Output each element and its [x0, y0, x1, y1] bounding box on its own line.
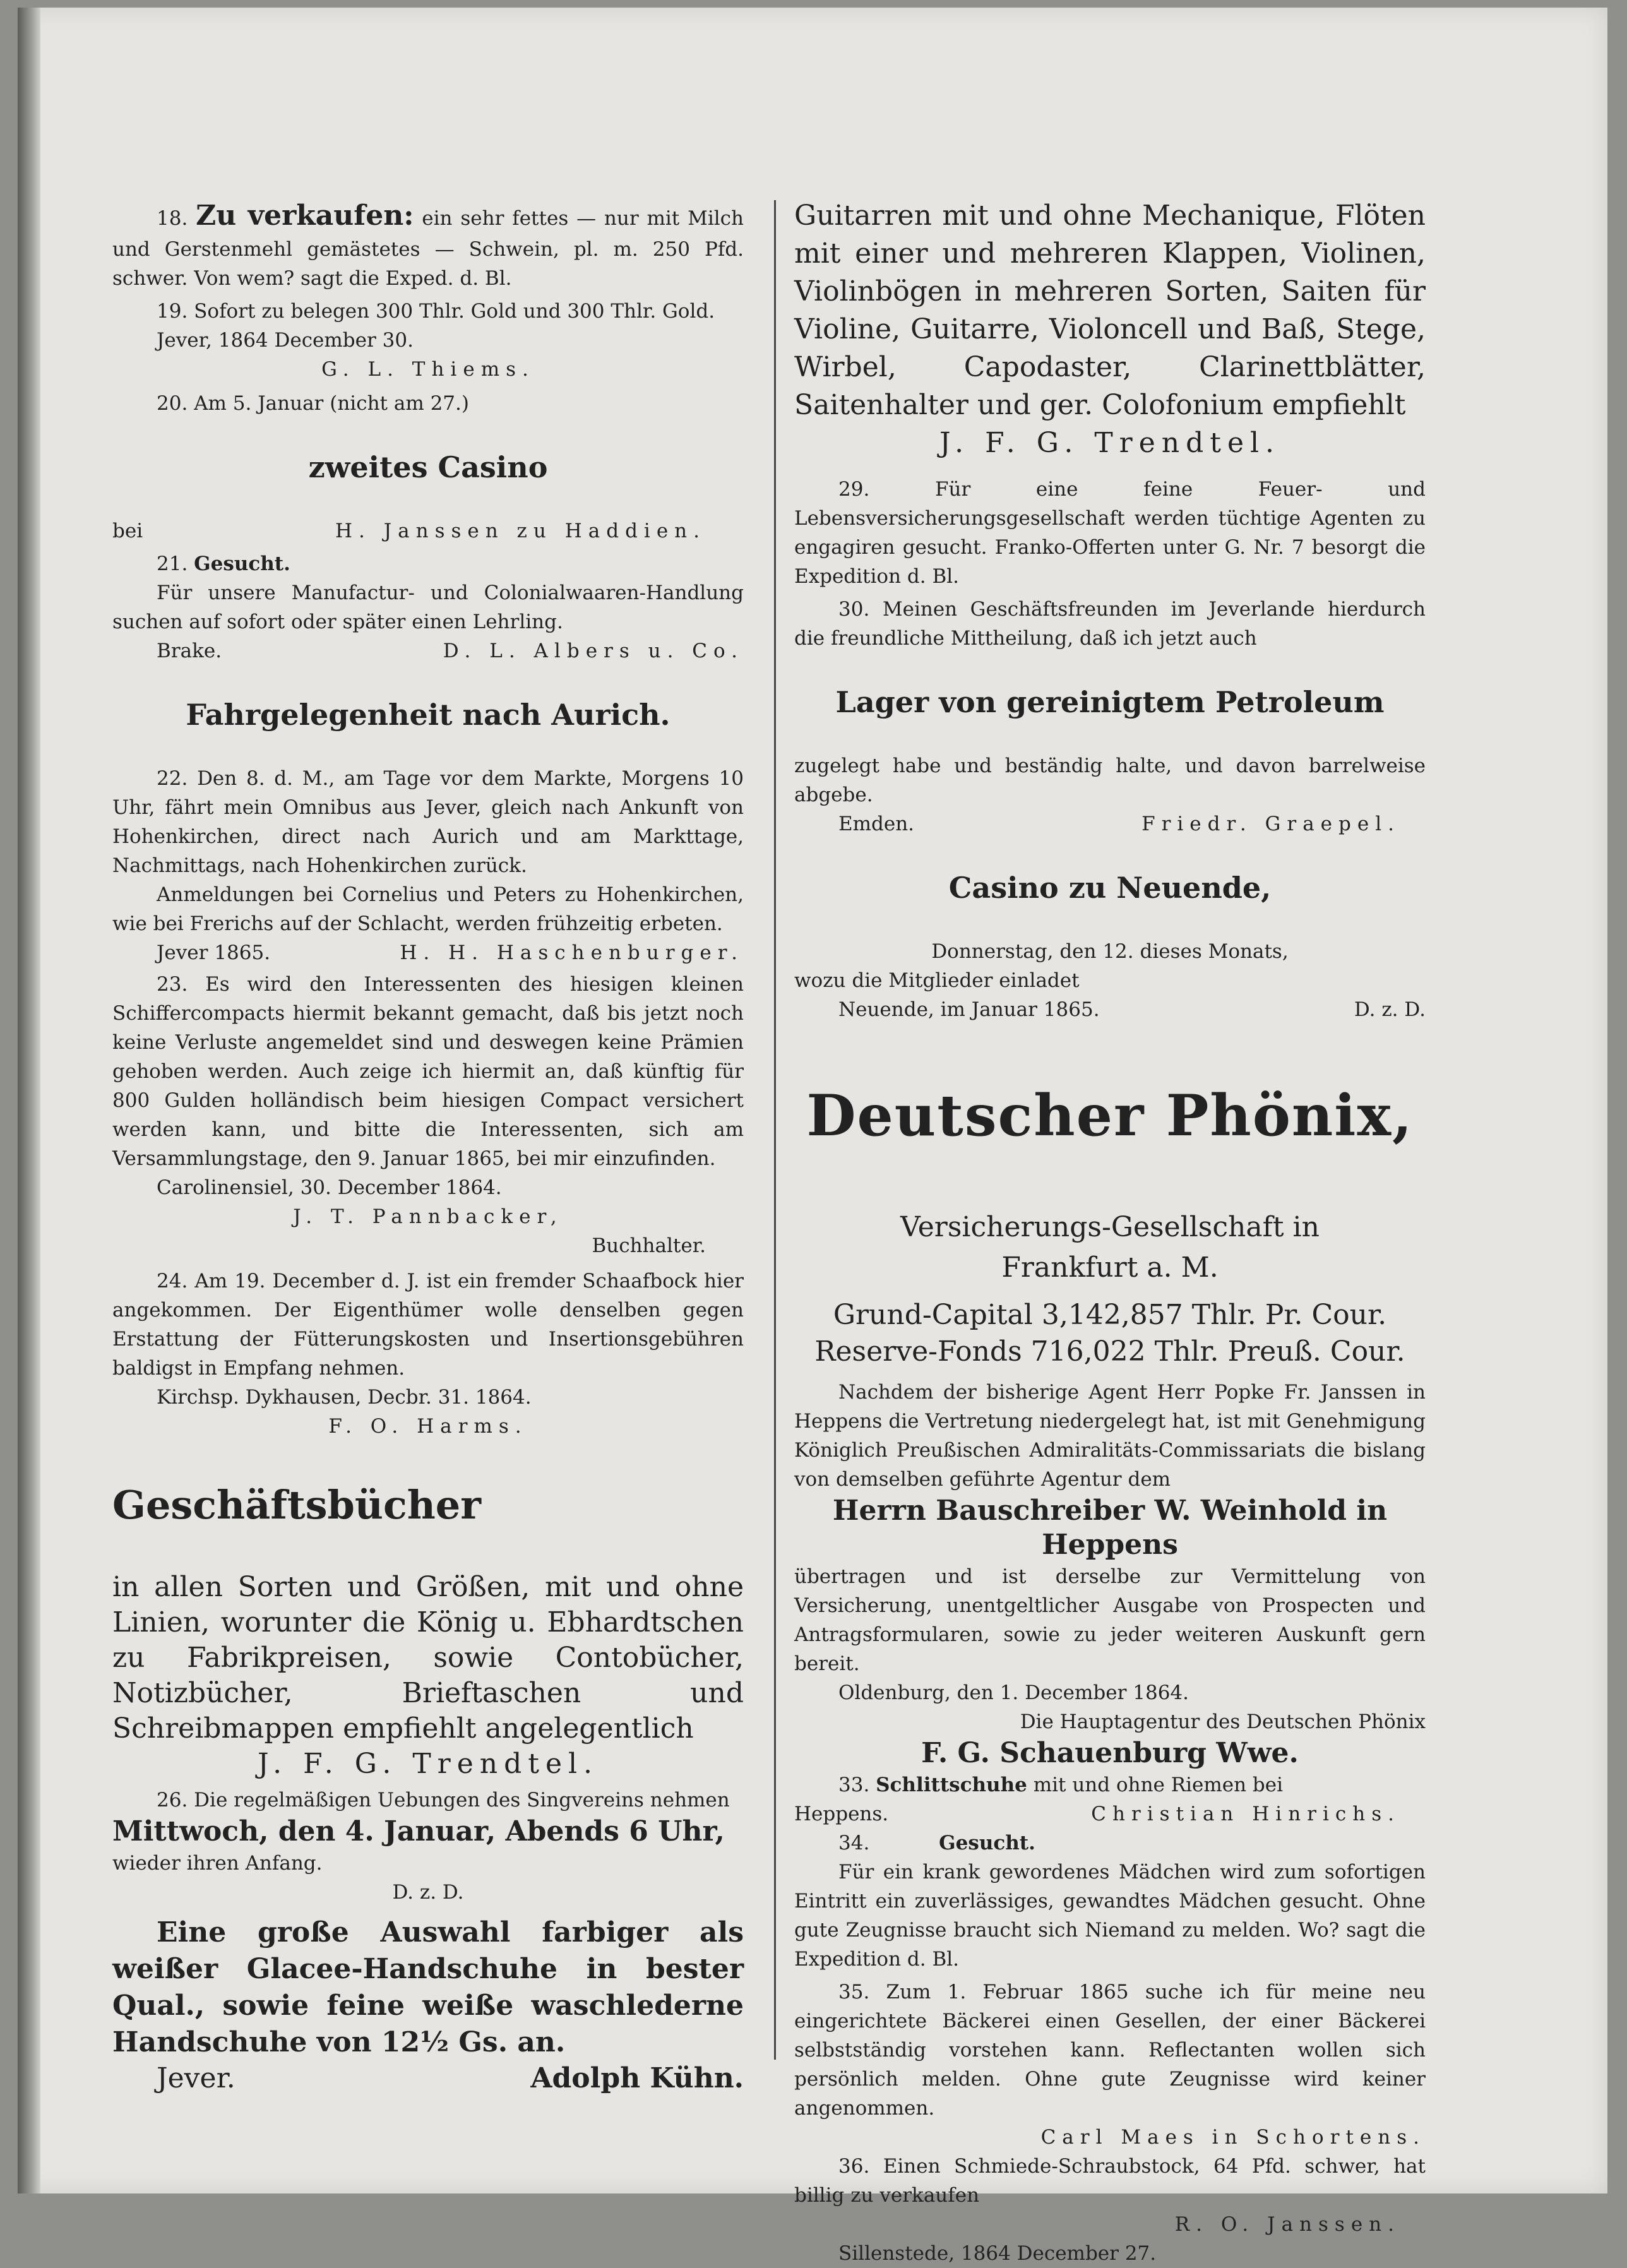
ad-text-2: zugelegt habe und beständig halte, und davon barrelweise abgebe.	[794, 755, 1426, 806]
ad-signature: F. O. Harms.	[328, 1415, 528, 1438]
ad-text-2: wieder ihren Anfang.	[112, 1852, 323, 1875]
column-divider	[774, 200, 776, 2060]
ad-18	[112, 197, 744, 293]
ad-text-2: Anmeldungen bei Cornelius und Peters zu Hohenkirchen, wie bei Frerichs auf der Schlacht, werden frühzeitig erbeten.	[112, 883, 744, 935]
ad-place: Jever 1865.	[157, 941, 271, 964]
ad-text: Am 19. December d. J. ist ein fremder Schaafbock hier angekommen. Der Eigenthümer wolle denselben gegen Erstattung der Fütterungskosten und Insertionsgebühren baldigst in Empfang nehmen.	[112, 1270, 744, 1380]
ad-place: Heppens.	[794, 1803, 889, 1825]
page-binding	[18, 8, 40, 2193]
ad-place: Jever, 1864 December 30.	[157, 329, 414, 352]
ad-26	[112, 1786, 744, 1907]
ad-location: H. Janssen zu Haddien.	[335, 520, 706, 542]
left-column	[112, 197, 744, 2096]
ad-32	[794, 1081, 1426, 1770]
ad-19	[112, 297, 744, 384]
ad-text: Donnerstag, den 12. dieses Monats,	[931, 940, 1289, 963]
ad-text: Die regelmäßigen Uebungen des Singvereins nehmen	[194, 1789, 730, 1811]
ad-25	[112, 1480, 744, 1782]
ad-29	[794, 475, 1426, 591]
ad-heading: Schlittschuhe	[876, 1774, 1027, 1796]
ad-signature: F. G. Schauenburg Wwe.	[921, 1737, 1299, 1769]
ad-number: 24.	[157, 1270, 188, 1292]
ad-place: Oldenburg, den 1. December 1864.	[838, 1681, 1189, 1704]
ad-number: 26.	[157, 1789, 188, 1811]
ad-signature: Carl Maes in Schortens.	[1040, 2126, 1426, 2149]
ad-text-bei: bei	[112, 520, 143, 542]
ad-number: 30.	[838, 598, 870, 621]
ad-signature: J. F. G. Trendtel.	[257, 1748, 599, 1780]
ad-signature: D. z. D.	[1354, 998, 1426, 1021]
ad-text: Den 8. d. M., am Tage vor dem Markte, Morgens 10 Uhr, fährt mein Omnibus aus Jever, gleich nach Ankunft von Hohenkirchen, direct nach Aurich und am Markttage, Nachmittags, nach Hohenkirchen zurück.	[112, 767, 744, 877]
ad-subheading: Versicherungs-Gesellschaft in	[900, 1211, 1320, 1243]
ad-signature: D. L. Albers u. Co.	[443, 640, 744, 662]
ad-heading: Fahrgelegenheit nach Aurich.	[186, 698, 670, 732]
ad-number: 21.	[157, 552, 188, 575]
ad-21	[112, 549, 744, 665]
ad-23	[112, 970, 744, 1260]
ad-heading: zweites Casino	[308, 450, 548, 484]
ad-text: Es wird den Interessenten des hiesigen kleinen Schiffercompacts hiermit bekannt gemacht, daß bis jetzt noch keine Verluste angemeldet sind und deswegen keine Prämien gehoben werden. Auch zeige ich hiermit an, daß künftig für 800 Gulden holländisch beim hiesigen Compact versichert werden kann, und bitte die Interessenten, sich am Versammlungstage, den 9. Januar 1865, bei mir einzufinden.	[112, 973, 744, 1170]
ad-heading: Zu verkaufen:	[196, 200, 414, 232]
ad-place: Neuende, im Januar 1865.	[838, 998, 1100, 1021]
ad-31	[794, 868, 1426, 1024]
ad-place: Jever.	[157, 2062, 235, 2094]
ad-reserve: Reserve-Fonds 716,022 Thlr. Preuß. Cour.	[814, 1335, 1405, 1368]
ad-text: Sofort zu belegen 300 Thlr. Gold und 300 Thlr. Gold.	[194, 300, 715, 323]
ad-agent-place: Heppens	[1042, 1529, 1178, 1561]
ad-33	[794, 1770, 1426, 1829]
ad-number: 20.	[157, 392, 188, 415]
ad-text: Meinen Geschäftsfreunden im Jeverlande hierdurch die freundliche Mittheilung, daß ich jetzt auch	[794, 598, 1426, 650]
ad-signature: Christian Hinrichs.	[1091, 1803, 1400, 1825]
ad-agency: Die Hauptagentur des Deutschen Phönix	[1020, 1710, 1426, 1733]
ad-number: 35.	[838, 1981, 870, 2003]
ad-text: Am 5. Januar (nicht am 27.)	[194, 392, 469, 415]
ad-role: Buchhalter.	[592, 1234, 706, 1257]
ad-text: in allen Sorten und Größen, mit und ohne Linien, worunter die König u. Ebhardtschen zu Fabrikpreisen, sowie Contobücher, Notizbücher, Brieftaschen und Schreibmappen empfiehlt angelegentlich	[112, 1571, 744, 1745]
ad-place: Emden.	[838, 813, 915, 835]
ad-24	[112, 1267, 744, 1441]
ad-text: Für unsere Manufactur- und Colonialwaaren-Handlung suchen auf sofort oder später einen Lehrling.	[112, 582, 744, 633]
ad-text: Zum 1. Februar 1865 suche ich für meine neu eingerichtete Bäckerei einen Gesellen, der einer Bäckerei selbstständig vorstehen kann. Reflectanten wollen sich persönlich melden. Ohne gute Zeugnisse wird keiner angenommen.	[794, 1981, 1426, 2120]
ad-signature: J. F. G. Trendtel.	[939, 427, 1281, 459]
ad-35	[794, 1978, 1426, 2152]
ad-20	[112, 389, 744, 546]
ad-36	[794, 2152, 1426, 2268]
ad-heading: Geschäftsbücher	[112, 1482, 481, 1528]
ad-heading: Gesucht.	[194, 552, 290, 575]
ad-number: 29.	[838, 478, 870, 501]
ad-heading: Gesucht.	[939, 1832, 1035, 1854]
ad-place: Carolinensiel, 30. December 1864.	[157, 1176, 502, 1199]
ad-27	[112, 1914, 744, 2096]
ad-text: mit und ohne Riemen bei	[1033, 1774, 1284, 1796]
ad-number: 22.	[157, 767, 188, 790]
ad-signature: G. L. Thiems.	[321, 358, 535, 381]
ad-22	[112, 695, 744, 967]
ad-text: Für ein krank gewordenes Mädchen wird zum sofortigen Eintritt ein zuverlässiges, gewandtes Mädchen gesucht. Ohne gute Zeugnisse braucht sich Niemand zu melden. Wo? sagt die Expedition d. Bl.	[794, 1861, 1426, 1971]
ad-subheading-2: Frankfurt a. M.	[1001, 1251, 1219, 1284]
ad-number: 36.	[838, 2155, 870, 2178]
ad-number: 23.	[157, 973, 188, 996]
ad-signature: R. O. Janssen.	[1174, 2213, 1400, 2236]
ad-text: Für eine feine Feuer- und Lebensversicherungsgesellschaft werden tüchtige Agenten zu engagiren gesucht. Franko-Offerten unter G. Nr. 7 besorgt die Expedition d. Bl.	[794, 478, 1426, 588]
ad-text-2: wozu die Mitglieder einladet	[794, 969, 1080, 992]
ad-place: Sillenstede, 1864 December 27.	[838, 2242, 1157, 2265]
ad-signature: Adolph Kühn.	[530, 2062, 744, 2094]
ad-signature: J. T. Pannbacker,	[293, 1205, 563, 1228]
ad-capital: Grund-Capital 3,142,857 Thlr. Pr. Cour.	[833, 1299, 1387, 1331]
ad-number: 33.	[838, 1774, 870, 1796]
ad-number: 34.	[838, 1832, 870, 1854]
right-column	[794, 197, 1426, 2268]
ad-number: 19.	[157, 300, 188, 323]
ad-when: Mittwoch, den 4. Januar, Abends 6 Uhr,	[112, 1815, 725, 1847]
ad-place: Brake.	[157, 640, 222, 662]
ad-signature: H. H. Haschenburger.	[400, 941, 744, 964]
ad-agent: Herrn Bauschreiber W. Weinhold in	[832, 1495, 1388, 1527]
ad-heading: Casino zu Neuende,	[948, 871, 1272, 905]
ad-30	[794, 595, 1426, 839]
ad-heading: Lager von gereinigtem Petroleum	[835, 685, 1385, 719]
ad-text: Eine große Auswahl farbiger als weißer Glacee-Handschuhe in bester Qual., sowie feine weiße waschlederne Handschuhe von 12½ Gs. an.	[112, 1916, 744, 2058]
ad-text: Einen Schmiede-Schraubstock, 64 Pfd. schwer, hat billig zu verkaufen	[794, 2155, 1426, 2207]
ad-text: Guitarren mit und ohne Mechanique, Flöten mit einer und mehreren Klappen, Violinen, Violinbögen in mehreren Sorten, Saiten für Violine, Guitarre, Violoncell und Baß, Stege, Wirbel, Capodaster, Clarinettblätter, Saitenhalter und ger. Colofonium empfiehlt	[794, 200, 1426, 421]
ad-number: 18.	[157, 207, 188, 230]
ad-text-2: übertragen und ist derselbe zur Vermittelung von Versicherung, unentgeltlicher Ausgabe von Prospecten und Antragsformularen, sowie zu jeder weiteren Auskunft gern bereit.	[794, 1565, 1426, 1675]
ad-signature: Friedr. Graepel.	[1141, 813, 1400, 835]
ad-text: Nachdem der bisherige Agent Herr Popke Fr. Janssen in Heppens die Vertretung niedergelegt hat, ist mit Genehmigung Königlich Preußischen Admiralitäts-Commissariats die bislang von demselben geführte Agentur dem	[794, 1381, 1426, 1491]
newspaper-page	[18, 8, 1607, 2265]
ad-34	[794, 1829, 1426, 1974]
ad-place: Kirchsp. Dykhausen, Decbr. 31. 1864.	[157, 1386, 532, 1409]
ad-28	[794, 197, 1426, 462]
ad-signature: D. z. D.	[392, 1881, 464, 1904]
ad-heading: Deutscher Phönix,	[806, 1082, 1414, 1149]
ad-text: ein sehr fettes — nur mit Milch und Gerstenmehl gemästetes — Schwein, pl. m. 250 Pfd. schwer. Von wem? sagt die Exped. d. Bl.	[112, 207, 744, 290]
